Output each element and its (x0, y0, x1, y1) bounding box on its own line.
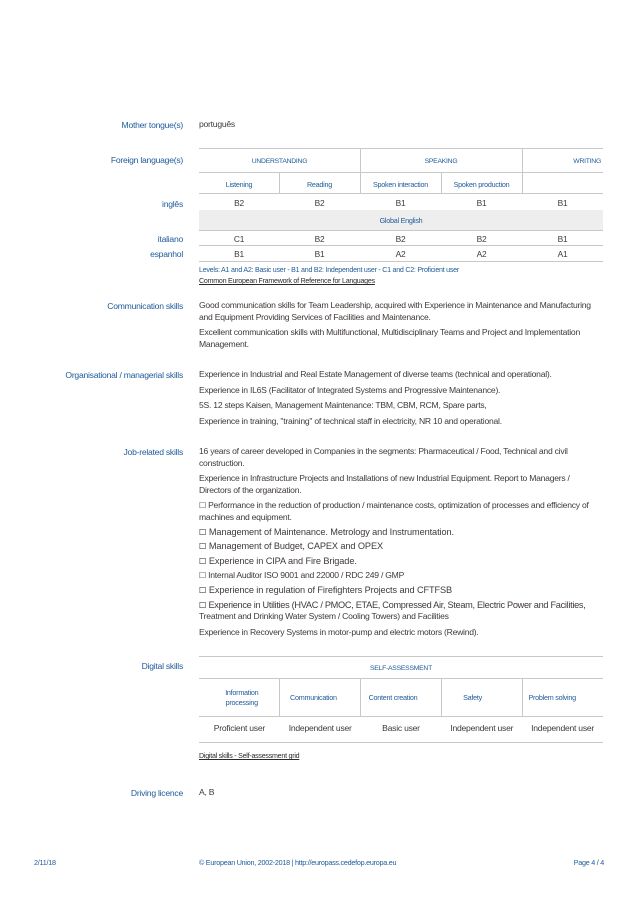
column-communication: Communication (290, 693, 337, 702)
levels-legend: Levels: A1 and A2: Basic user - B1 and B2: Independent user - C1 and C2: Proficient user (199, 266, 459, 274)
column-safety: Safety (463, 693, 483, 702)
level-cell: C1 (233, 234, 245, 244)
column-information-processing: Information processing (225, 688, 259, 707)
bullet-item (199, 500, 603, 523)
communication-skills-text (199, 300, 603, 354)
bullet-item (199, 600, 603, 612)
level-cell: B2 (395, 234, 406, 244)
paragraph: Experience in training, "training" of technical staff in electricity, NR 10 and operational. (199, 415, 502, 426)
level-cell: A1 (557, 249, 568, 259)
paragraph: Experience in IL6S (Facilitator of Integrated Systems and Progressive Maintenance). (199, 384, 501, 395)
foreign-languages-label: Foreign language(s) (110, 155, 183, 165)
subheader-spoken-interaction: Spoken interaction (372, 180, 429, 189)
language-table (199, 148, 603, 268)
communication-skills-label: Communication skills (107, 301, 183, 311)
paragraph: 5S. 12 steps Kaisen, Management Maintenance: TBM, CBM, RCM, Spare parts, (199, 400, 487, 411)
language-name: inglês (162, 199, 183, 209)
bullet-item (199, 541, 603, 553)
job-related-skills-label: Job-related skills (123, 447, 183, 457)
checkbox-icon: ☐ (199, 555, 207, 566)
level-cell: B1 (476, 198, 487, 208)
language-levels-row (199, 198, 603, 208)
checkbox-icon: ☐ (199, 599, 207, 610)
paragraph: 16 years of career developed in Companies in the segments: Pharmaceutical / Food, Technical and civil construction. (199, 446, 568, 468)
self-assessment-header: SELF-ASSESSMENT (370, 665, 432, 672)
level-cell: B1 (557, 234, 568, 244)
subheader-reading: Reading (306, 180, 333, 189)
level-cell: B1 (234, 249, 244, 259)
bullet-item (199, 527, 603, 539)
digital-level: Independent user (288, 723, 352, 733)
bullet-text: Experience in CIPA and Fire Brigade. (208, 555, 357, 566)
digital-level: Proficient user (213, 723, 265, 733)
column-problem-solving: Problem solving (528, 693, 576, 702)
bullet-text: Management of Budget, CAPEX and OPEX (208, 541, 384, 552)
job-related-skills-text (199, 446, 603, 642)
paragraph: Good communication skills for Team Leadership, acquired with Experience in Maintenance and Manufacturing and Equipment Providing Services of Facilities and Maintenance. (199, 300, 591, 322)
driving-licence-label: Driving licence (130, 788, 183, 798)
mother-tongue-label: Mother tongue(s) (121, 120, 183, 130)
bullet-text: Internal Auditor ISO 9001 and 22000 / RDC 249 / GMP (208, 570, 405, 581)
digital-grid-link[interactable]: Digital skills - Self-assessment grid (199, 752, 300, 760)
bullet-text: Experience in regulation of Firefighters Projects and CFTFSB (208, 584, 453, 595)
bullet-text: Management of Maintenance. Metrology and Instrumentation. (208, 526, 454, 537)
paragraph: Experience in Recovery Systems in motor-pump and electric motors (Rewind). (199, 626, 479, 637)
digital-level: Basic user (382, 723, 420, 733)
subheader-listening: Listening (225, 180, 253, 189)
level-cell: B1 (557, 198, 568, 208)
digital-skills-table (199, 656, 603, 746)
bullet-text: Performance in the reduction of production / maintenance costs, optimization of processes and efficiency of machines and equipment. (199, 500, 589, 522)
digital-level: Independent user (450, 723, 514, 733)
subheader-spoken-production: Spoken production (453, 180, 510, 189)
header-speaking: SPEAKING (424, 158, 458, 165)
paragraph: Experience in Infrastructure Projects and Installations of new Industrial Equipment. Report to Managers / Directors of the organization. (199, 473, 570, 495)
bullet-item (199, 570, 603, 582)
checkbox-icon: ☐ (199, 571, 206, 581)
header-writing: WRITING (573, 158, 601, 165)
digital-level: Independent user (531, 723, 595, 733)
level-cell: B2 (234, 198, 244, 208)
header-understanding: UNDERSTANDING (251, 158, 308, 165)
driving-licence-value: A, B (199, 787, 215, 797)
organisational-skills-label: Organisational / managerial skills (65, 370, 183, 380)
organisational-skills-text (199, 369, 603, 431)
cefr-link[interactable]: Common European Framework of Reference for Languages (199, 277, 375, 285)
level-cell: B1 (395, 198, 406, 208)
level-cell: B2 (314, 234, 325, 244)
language-name: espanhol (150, 249, 183, 259)
checkbox-icon: ☐ (199, 501, 206, 511)
footer-date: 2/11/18 (34, 858, 56, 867)
language-name: italiano (157, 234, 183, 244)
bullet-text: Experience in Utilities (HVAC / PMOC, ETAE, Compressed Air, Steam, Electric Power and Facilities, (208, 599, 586, 610)
paragraph: Excellent communication skills with Multifunctional, Multidisciplinary Teams and Project and Implementation Management. (199, 327, 580, 349)
certificate-note: Global English (379, 216, 423, 225)
checkbox-icon: ☐ (199, 541, 207, 552)
footer-page-number: Page 4 / 4 (573, 858, 604, 867)
level-cell: A2 (476, 249, 487, 259)
checkbox-icon: ☐ (199, 584, 207, 595)
level-cell: A2 (395, 249, 406, 259)
paragraph: Experience in Industrial and Real Estate Management of diverse teams (technical and operational). (199, 369, 552, 379)
mother-tongue-value: português (199, 119, 235, 129)
column-content-creation: Content creation (368, 693, 418, 702)
level-cell: B2 (314, 198, 325, 208)
level-cell: B1 (314, 249, 325, 259)
language-levels-row (199, 234, 603, 244)
checkbox-icon: ☐ (199, 526, 207, 537)
paragraph: Treatment and Drinking Water System / Cooling Towers) and Facilities (199, 611, 449, 622)
bullet-item (199, 585, 603, 597)
language-levels-row (199, 249, 603, 259)
digital-skills-label: Digital skills (141, 661, 183, 671)
bullet-item (199, 556, 603, 568)
level-cell: B2 (476, 234, 487, 244)
footer-copyright[interactable]: © European Union, 2002-2018 | http://europass.cedefop.europa.eu (199, 858, 397, 867)
